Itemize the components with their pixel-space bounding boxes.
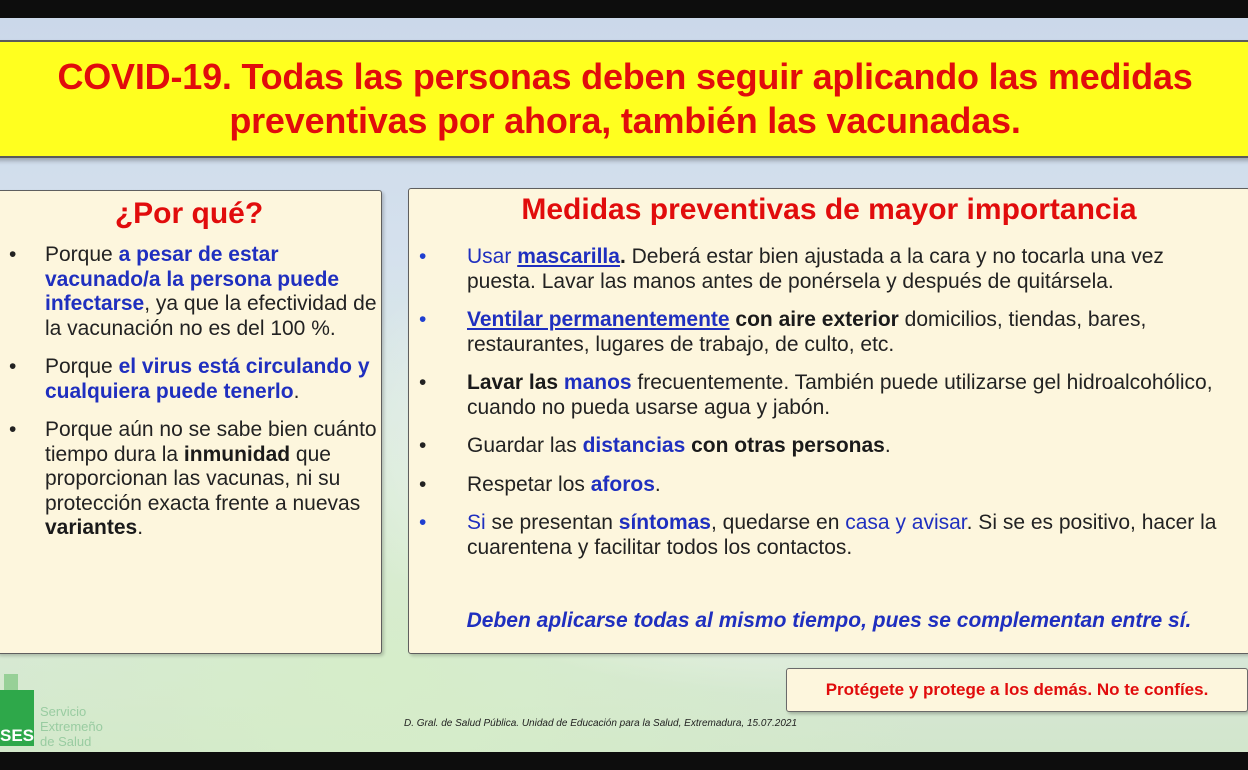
measure-text: . Si se es positivo, hacer la cuarentena y facilitar todos los contactos. (467, 511, 1217, 559)
measure-text: se presentan (485, 511, 619, 534)
why-text: Porque aún no se sabe bien cuánto tiempo dura la (45, 418, 377, 466)
credits: D. Gral. de Salud Pública. Unidad de Educación para la Salud, Extremadura, 15.07.2021 (404, 718, 798, 729)
measures-heading: Medidas preventivas de mayor importancia (521, 193, 1137, 226)
logo-line: Servicio (40, 704, 87, 719)
measure-item-hands (419, 371, 1234, 420)
measure-highlight: manos (563, 371, 632, 394)
measure-blue: casa y avisar (845, 511, 967, 534)
measure-text: . (619, 245, 626, 268)
bullet-icon: • (9, 243, 17, 266)
why-bold: inmunidad (183, 442, 291, 466)
measures-panel (408, 188, 1248, 654)
footer-message-box (786, 668, 1248, 712)
measure-bold: con aire exterior (729, 308, 899, 331)
page-title: COVID-19. Todas las personas deben seguir aplicando las medidas preventivas por ahora, también las vacunadas. (57, 56, 1193, 141)
why-item (9, 355, 377, 404)
measure-item-distance (419, 434, 1234, 459)
measure-highlight: distancias (582, 434, 686, 457)
bullet-icon: • (419, 434, 427, 457)
ses-logo (0, 654, 130, 750)
measure-text: Guardar las (467, 434, 583, 457)
why-text: Porque (45, 355, 119, 378)
why-item (9, 243, 377, 341)
footer-message: Protégete y protege a los demás. No te confíes. (825, 680, 1209, 699)
bullet-icon: • (419, 308, 427, 331)
measure-bold: Lavar las (467, 371, 564, 394)
why-highlight: a pesar de estar vacunado/a la persona puede infectarse (45, 243, 340, 315)
why-text: que proporcionan las vacunas, ni su protección exacta frente a nuevas (45, 442, 361, 515)
measure-text: , quedarse en (710, 511, 846, 534)
measure-blue: Si (467, 511, 486, 534)
bullet-icon: • (419, 245, 427, 268)
measure-item-mask (419, 245, 1234, 294)
closing-note: Deben aplicarse todas al mismo tiempo, pues se complementan entre sí. (466, 609, 1192, 632)
logo-line: Extremeño (40, 719, 103, 734)
why-text: . (293, 379, 300, 403)
measure-text: . (654, 472, 661, 496)
measure-text: domicilios, tiendas, bares, restaurantes, lugares de trabajo, de culto, etc. (467, 308, 1147, 356)
measure-text: Deberá estar bien ajustada a la cara y no tocarla una vez puesta. Lavar las manos antes de ponérsela y después de quitársela. (467, 245, 1164, 293)
bullet-icon: • (419, 511, 427, 534)
ventilar-link[interactable]: Ventilar permanentemente (467, 308, 730, 331)
measures-list (419, 245, 1234, 574)
bullet-icon: • (9, 355, 17, 378)
measure-text: Respetar los (467, 472, 591, 496)
measure-text: Usar (467, 245, 518, 268)
why-bold: variantes (45, 516, 138, 539)
why-panel (0, 190, 382, 654)
measure-item-symptoms (419, 511, 1234, 560)
why-text: . (137, 516, 144, 539)
mascarilla-link[interactable]: mascarilla (517, 245, 620, 268)
logo-text (40, 704, 103, 749)
measure-text: frecuentemente. También puede utilizarse gel hidroalcohólico, cuando no pueda usarse agua y jabón. (467, 371, 1213, 419)
why-text: Porque (45, 243, 119, 266)
title-banner (0, 40, 1248, 158)
bullet-icon: • (419, 371, 427, 394)
why-list (9, 243, 377, 555)
measure-text: . (884, 434, 891, 457)
measure-highlight: aforos (590, 472, 655, 496)
why-heading: ¿Por qué? (114, 197, 264, 230)
measure-item-capacity (419, 473, 1234, 498)
bullet-icon: • (419, 472, 427, 496)
why-highlight: el virus está circulando y cualquiera puede tenerlo (45, 355, 370, 403)
measure-item-ventilation (419, 308, 1234, 357)
logo-line: de Salud (40, 734, 92, 749)
measure-highlight: síntomas (618, 511, 711, 534)
measure-bold: con otras personas (685, 434, 885, 457)
why-text: , ya que la efectividad de la vacunación no es del 100 %. (45, 292, 377, 340)
slide (0, 18, 1248, 752)
why-item (9, 418, 377, 541)
bullet-icon: • (9, 418, 17, 441)
logo-abbr: SES (0, 726, 35, 745)
